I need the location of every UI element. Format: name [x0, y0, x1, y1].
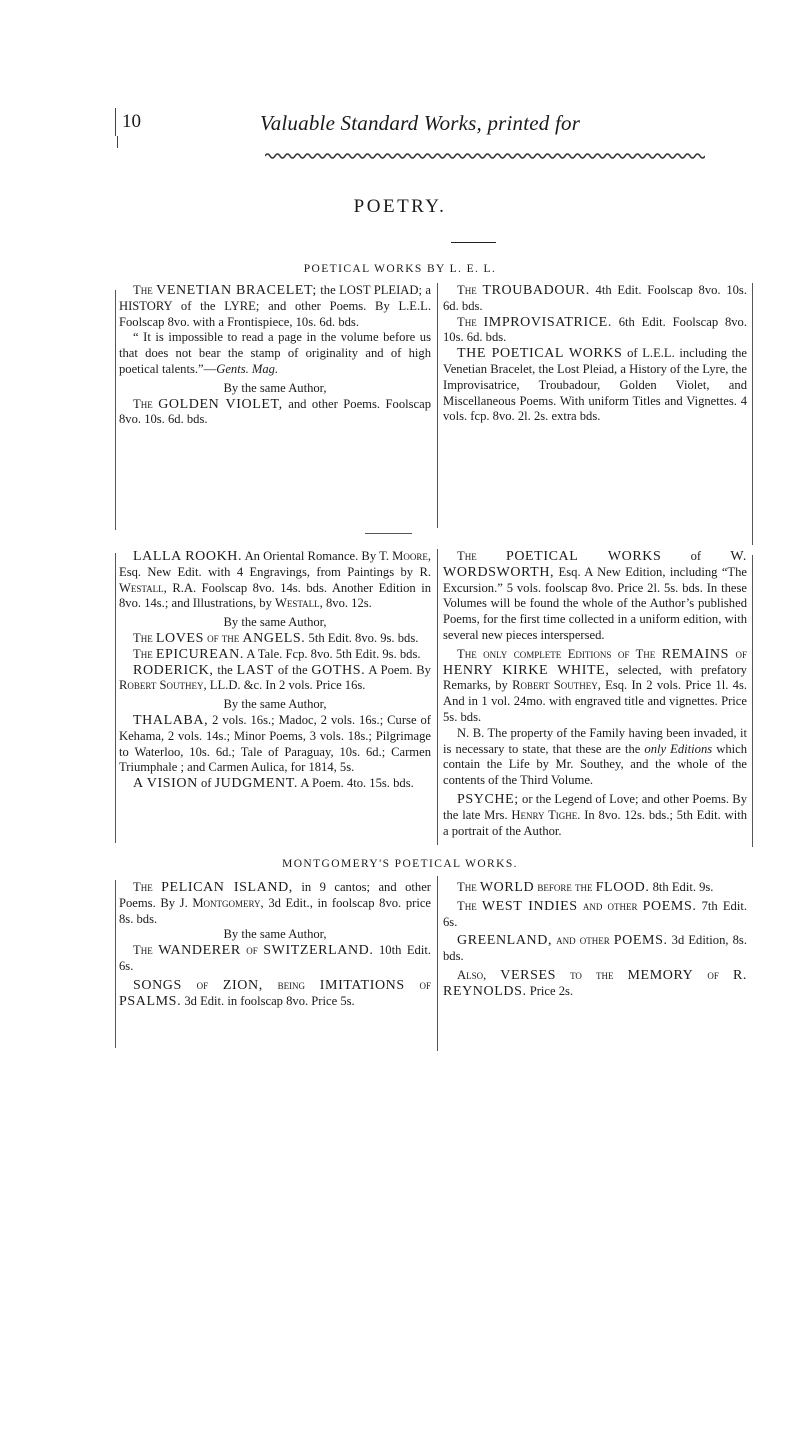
group3-left-column: [119, 880, 431, 1009]
group1-right-column: [443, 283, 747, 425]
page-edge-line: [115, 108, 116, 136]
section-divider-rule: [451, 242, 496, 243]
entry-greenland: GREENLAND, and other POEMS. 3d Edition, 8s. bds.: [443, 933, 747, 964]
group-heading-montgomery: MONTGOMERY'S POETICAL WORKS.: [282, 858, 518, 870]
entry-lalla-rookh: LALLA ROOKH. An Oriental Romance. By T. Moore, Esq. New Edit. with 4 Engravings, from Paintings by R. Westall, R.A. Foolscap 8vo. 14s. bds. Another Edition in 8vo. 14s.; and Illustrations, by Westall, 8vo. 12s.: [119, 549, 431, 611]
column-margin-line: [752, 555, 753, 847]
entry-thalaba: THALABA, 2 vols. 16s.; Madoc, 2 vols. 16s.; Curse of Kehama, 2 vols. 14s.; Minor Poems, 3 vols. 18s.; Pilgrimage to Waterloo, 10s. 6d.; Tale of Paraguay, 10s. 6d.; Carmen Triumphale ; and Carmen Aulica, for 1814, 5s.: [119, 712, 431, 775]
entry-improvisatrice: The IMPROVISATRICE. 6th Edit. Foolscap 8vo. 10s. 6d. bds.: [443, 314, 747, 345]
column-margin-line: [115, 290, 116, 530]
entry-poetical-works-lel: THE POETICAL WORKS of L.E.L. including the Venetian Bracelet, the Lost Pleiad, a History of the Lyre, the Improvisatrice, Troubadour, Golden Violet, and Miscellaneous Poems. With uniform Titles and Vignettes. 4 vols. fcp. 8vo. 2l. 2s. extra bds.: [443, 346, 747, 424]
entry-epicurean: The EPICUREAN. A Tale. Fcp. 8vo. 5th Edit. 9s. bds.: [133, 646, 421, 662]
entry-venetian-bracelet: The VENETIAN BRACELET; the LOST PLEIAD; a HISTORY of the LYRE; and other Poems. By L.E.L. Foolscap 8vo. with a Frontispiece, 10s. 6d. bds.: [119, 283, 431, 329]
group2-right-column: [443, 549, 747, 839]
entry-world-before-flood: The WORLD before the FLOOD. 8th Edit. 9s.: [457, 880, 714, 895]
group1-left-column: [119, 283, 431, 428]
by-same-author-note: By the same Author,: [223, 927, 327, 942]
entry-loves-of-angels: The LOVES of the ANGELS. 5th Edit. 8vo. 9s. bds.: [133, 630, 419, 646]
by-same-author-note: By the same Author,: [223, 615, 327, 630]
ornamental-wavy-rule: [265, 152, 705, 160]
by-same-author-note: By the same Author,: [223, 697, 327, 712]
entry-verses-reynolds: Also, VERSES to the MEMORY of R. REYNOLDS. Price 2s.: [443, 967, 747, 999]
column-margin-line: [115, 553, 116, 843]
section-title: POETRY.: [353, 196, 447, 217]
entry-pelican-island: The PELICAN ISLAND, in 9 cantos; and other Poems. By J. Montgomery, 3d Edit., in foolscap 8vo. price 8s. bds.: [119, 880, 431, 926]
entry-golden-violet: The GOLDEN VIOLET, and other Poems. Foolscap 8vo. 10s. 6d. bds.: [119, 396, 431, 427]
entry-roderick: RODERICK, the LAST of the GOTHS. A Poem. By Robert Southey, LL.D. &c. In 2 vols. Price 16s.: [119, 662, 431, 693]
entry-wanderer: The WANDERER of SWITZERLAND. 10th Edit. 6s.: [119, 943, 431, 973]
entry-troubadour: The TROUBADOUR. 4th Edit. Foolscap 8vo. 10s. 6d. bds.: [443, 283, 747, 313]
column-margin-line: [752, 283, 753, 545]
entry-kirke-white: The only complete Editions of The REMAINS of HENRY KIRKE WHITE, selected, with prefatory Remarks, by Robert Southey, Esq. In 2 vols. Price 1l. 4s. And in 1 vol. 24mo. with engraved title and vignettes. Price 5s. bds.: [443, 646, 748, 724]
column-divider: [437, 876, 438, 1051]
entry-wordsworth: The POETICAL WORKS of W. WORDSWORTH, Esq. A New Edition, including “The Excursion.” 5 vols. foolscap 8vo. Price 2l. 5s. bds. In these Volumes will be found the whole of the Author’s published Poems, for the first time collected in a uniform edition, with several new pieces interspersed.: [443, 549, 747, 642]
column-margin-line: [115, 880, 116, 1048]
separator-rule: [365, 533, 412, 534]
group-heading-lel: POETICAL WORKS BY L. E. L.: [303, 263, 497, 275]
column-divider: [437, 283, 438, 528]
entry-songs-of-zion: SONGS of ZION, being IMITATIONS of PSALMS. 3d Edit. in foolscap 8vo. Price 5s.: [119, 977, 432, 1009]
by-same-author-note: By the same Author,: [223, 380, 327, 395]
page-edge-line: [117, 136, 118, 148]
entry-west-indies: The WEST INDIES and other POEMS. 7th Edit. 6s.: [443, 898, 747, 929]
entry-psyche: PSYCHE; or the Legend of Love; and other Poems. By the late Mrs. Henry Tighe. In 8vo. 12s. bds.; 5th Edit. with a portrait of the Author.: [443, 791, 747, 838]
entry-review-quote: “ It is impossible to read a page in the volume before us that does not bear the stamp of originality and of high poetical talents.”—Gents. Mag.: [119, 330, 431, 376]
running-title: Valuable Standard Works, printed for: [260, 111, 581, 135]
page-number: 10: [122, 111, 141, 132]
group3-right-column: [443, 880, 747, 1000]
entry-vision-of-judgment: A VISION of JUDGMENT. A Poem. 4to. 15s. bds.: [133, 776, 414, 792]
page-header: [122, 111, 762, 141]
entry-nota-bene: N. B. The property of the Family having been invaded, it is necessary to state, that these are the only Editions which contain the Life by Mr. Southey, and the whole of the contents of the Third Volume.: [443, 725, 747, 788]
group2-left-column: [119, 549, 431, 792]
column-divider: [437, 549, 438, 845]
